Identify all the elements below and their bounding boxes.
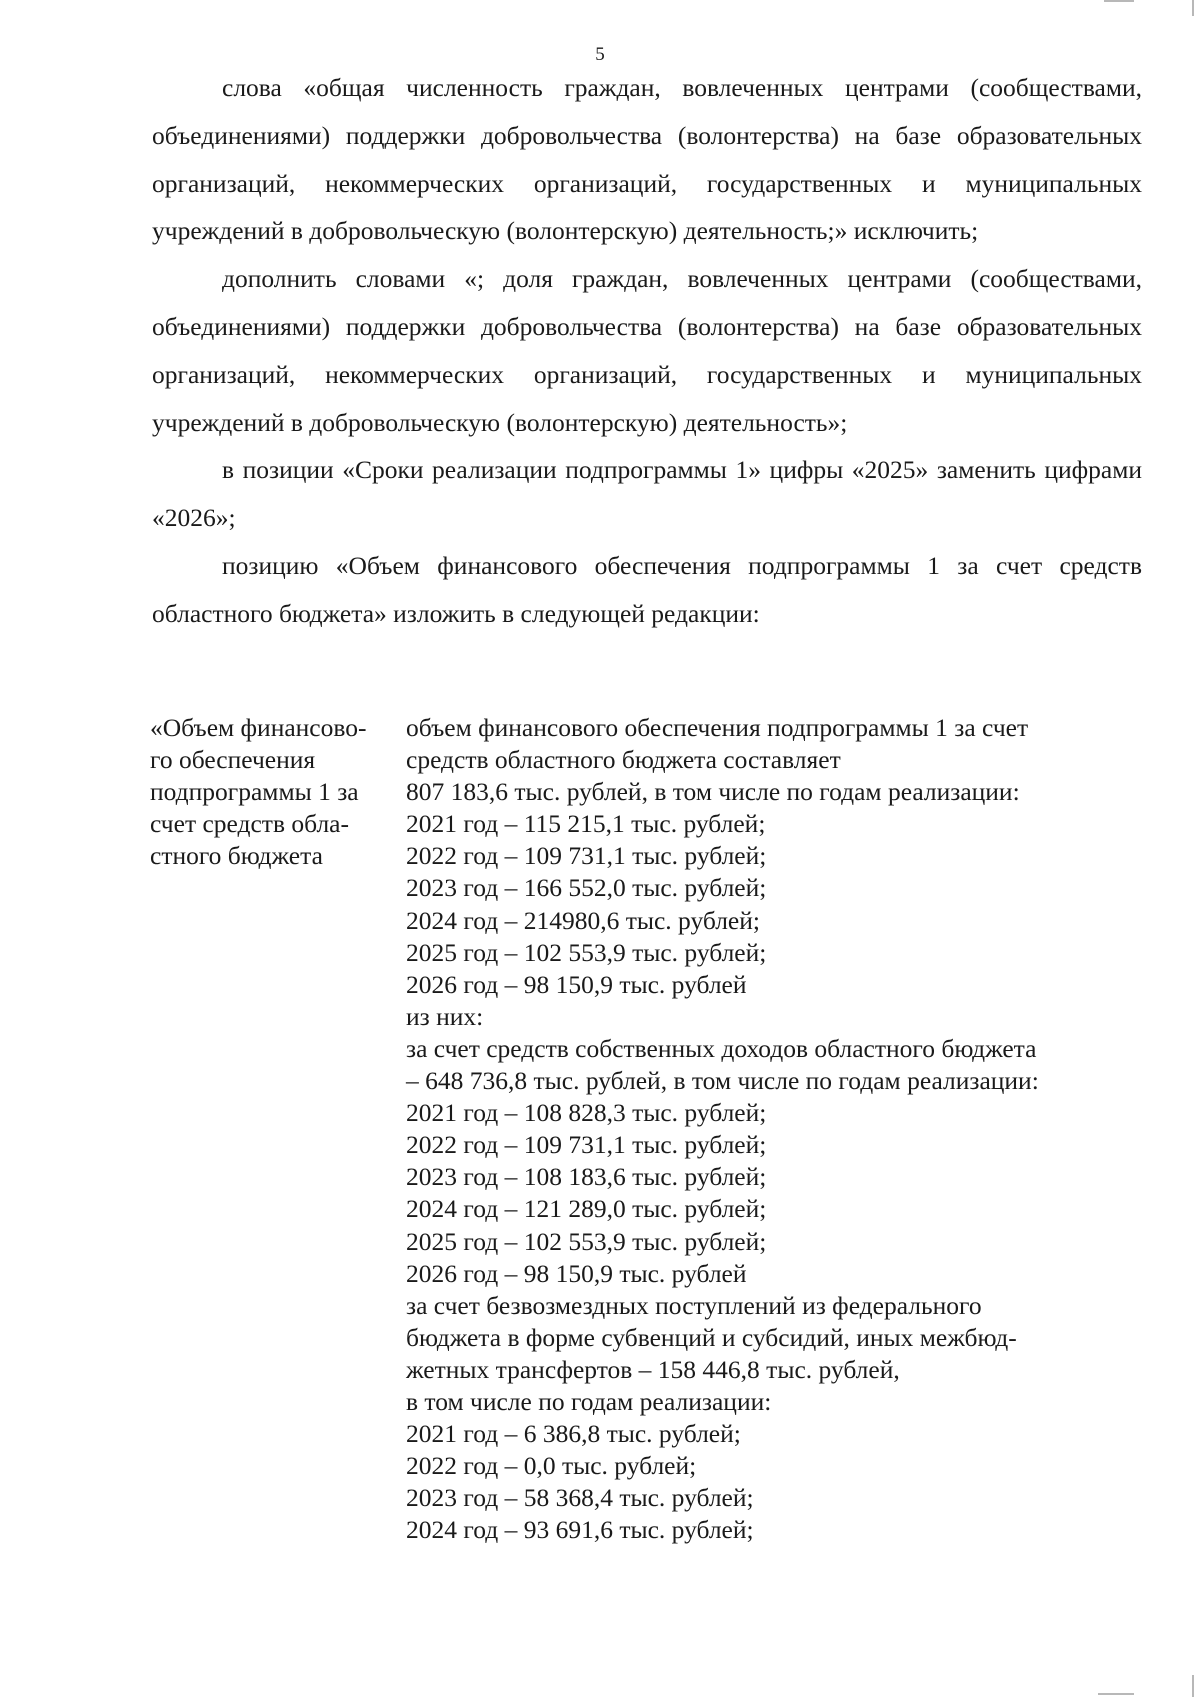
value-line: – 648 736,8 тыс. рублей, в том числе по годам реализации:	[406, 1066, 1039, 1096]
value-line: 2022 год – 109 731,1 тыс. рублей;	[406, 841, 767, 871]
value-line: объем финансового обеспечения подпрограммы 1 за счет	[406, 713, 1029, 742]
value-line: 2022 год – 109 731,1 тыс. рублей;	[406, 1130, 767, 1160]
label-line: подпрограммы 1 за	[150, 777, 359, 807]
page-number: 5	[595, 44, 605, 65]
value-line: в том числе по годам реализации:	[406, 1386, 772, 1416]
value-line: 2025 год – 102 553,9 тыс. рублей;	[406, 937, 767, 967]
value-line: 2021 год – 108 828,3 тыс. рублей;	[406, 1098, 767, 1128]
value-line: 2023 год – 108 183,6 тыс. рублей;	[406, 1162, 767, 1192]
value-line: за счет безвозмездных поступлений из федерального	[406, 1290, 982, 1320]
value-line: 2023 год – 166 552,0 тыс. рублей;	[406, 873, 767, 903]
body-text	[152, 64, 1142, 638]
scan-artifact	[1192, 0, 1194, 16]
funding-table-value-column	[406, 712, 1146, 1546]
paragraph-remove-indicator: слова «общая численность граждан, вовлеченных центрами (сообществами, объединениями) поддержки добровольчества (волонтерства) на базе образовательных организаций, некоммерческих организаций, государственных и муниципальных учреждений в добровольческую (волонтерскую) деятельность;» исключить;	[152, 73, 1142, 246]
value-line: 2024 год – 93 691,6 тыс. рублей;	[406, 1515, 754, 1545]
scan-artifact	[1098, 1693, 1134, 1695]
value-line: 2026 год – 98 150,9 тыс. рублей	[406, 1258, 747, 1288]
value-line: 2025 год – 102 553,9 тыс. рублей;	[406, 1226, 767, 1256]
label-line: «Объем финансово-	[150, 713, 367, 742]
funding-table-label-column	[150, 712, 390, 872]
label-line: го обеспечения	[150, 745, 316, 775]
value-line: 2026 год – 98 150,9 тыс. рублей	[406, 969, 747, 999]
scan-artifact	[1104, 0, 1134, 2]
scan-artifact	[1192, 1675, 1194, 1697]
paragraph-add-indicator: дополнить словами «; доля граждан, вовлеченных центрами (сообществами, объединениями) поддержки добровольчества (волонтерства) на базе образовательных организаций, некоммерческих организаций, государственных и муниципальных учреждений в добровольческую (волонтерскую) деятельность»;	[152, 264, 1142, 437]
value-line: 807 183,6 тыс. рублей, в том числе по годам реализации:	[406, 777, 1020, 807]
paragraph-term-change: в позиции «Сроки реализации подпрограммы 1» цифры «2025» заменить цифрами «2026»;	[152, 455, 1142, 533]
paragraph-funding-intro: позицию «Объем финансового обеспечения подпрограммы 1 за счет средств областного бюджета» изложить в следующей редакции:	[152, 550, 1142, 628]
value-line: бюджета в форме субвенций и субсидий, иных межбюд-	[406, 1322, 1017, 1352]
value-line: 2022 год – 0,0 тыс. рублей;	[406, 1451, 697, 1481]
value-line: средств областного бюджета составляет	[406, 745, 841, 775]
value-line: 2024 год – 214980,6 тыс. рублей;	[406, 905, 760, 935]
value-line: 2024 год – 121 289,0 тыс. рублей;	[406, 1194, 767, 1224]
value-line: 2023 год – 58 368,4 тыс. рублей;	[406, 1483, 754, 1513]
label-line: стного бюджета	[150, 841, 323, 871]
value-line: 2021 год – 115 215,1 тыс. рублей;	[406, 809, 766, 839]
label-line: счет средств обла-	[150, 809, 349, 839]
value-line: из них:	[406, 1001, 484, 1031]
value-line: жетных трансфертов – 158 446,8 тыс. рублей,	[406, 1354, 900, 1384]
value-line: 2021 год – 6 386,8 тыс. рублей;	[406, 1419, 741, 1449]
value-line: за счет средств собственных доходов областного бюджета	[406, 1033, 1037, 1063]
